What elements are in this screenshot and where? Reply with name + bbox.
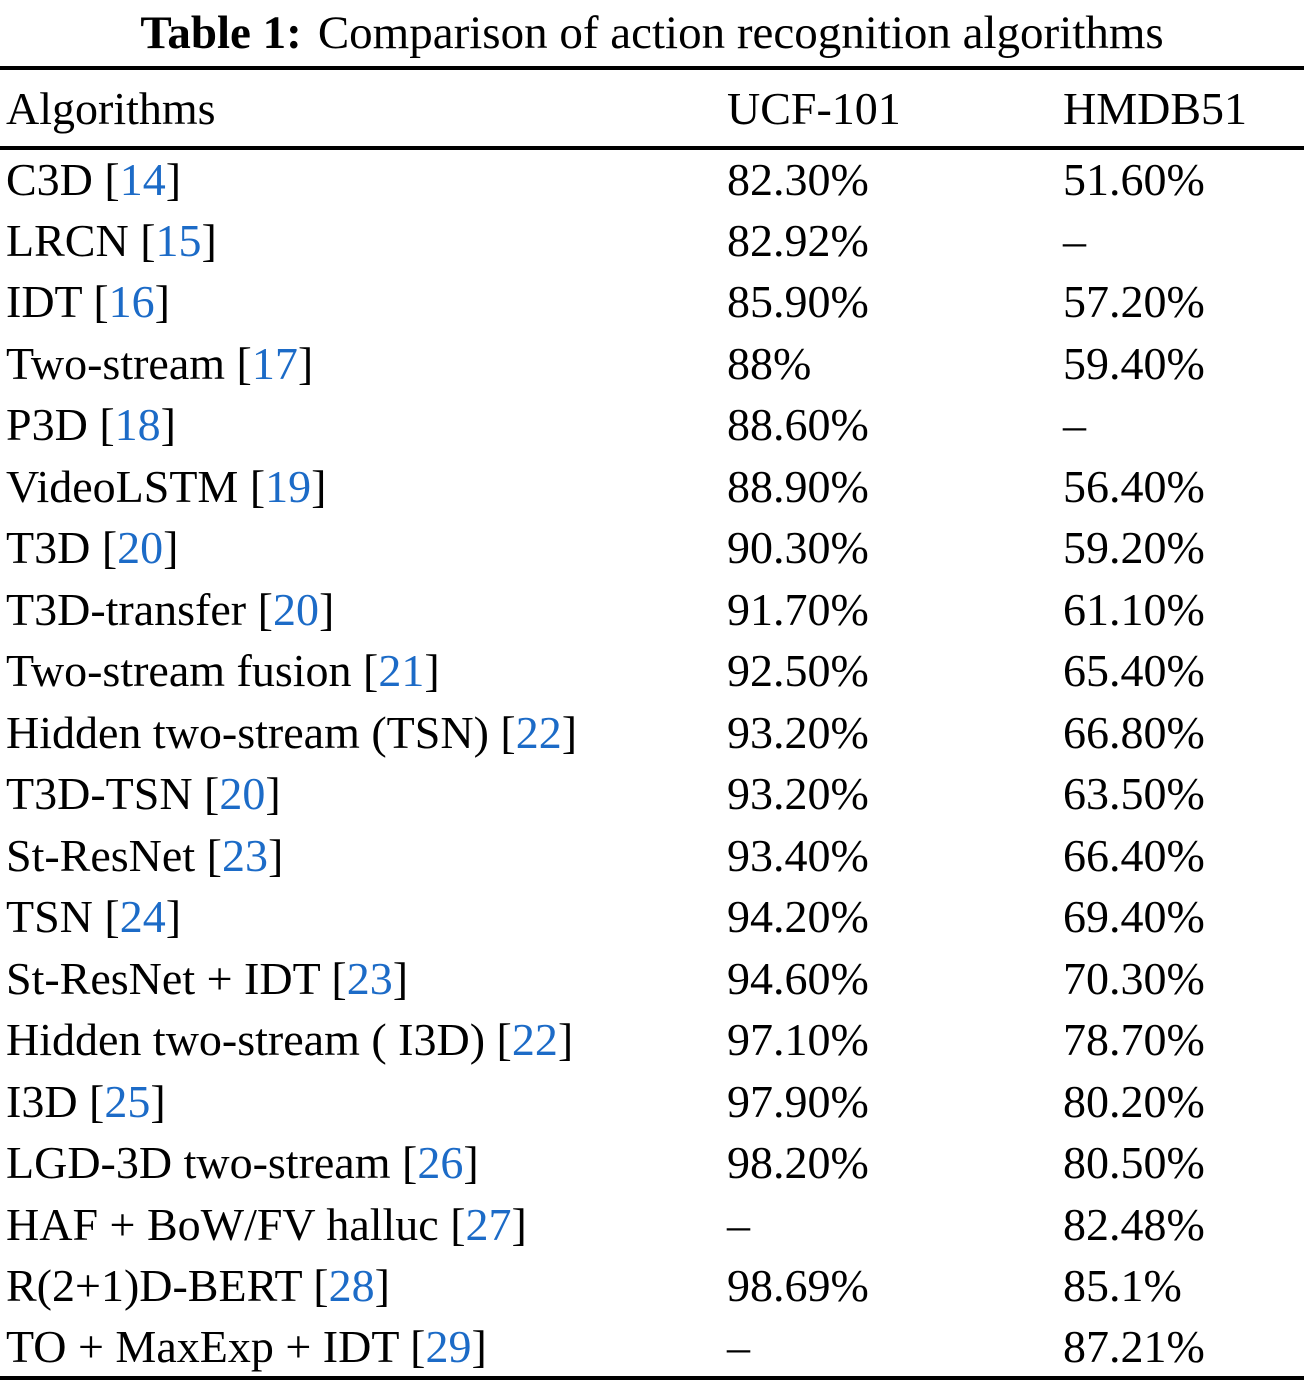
table-row <box>0 763 1304 825</box>
table-row <box>0 1317 1304 1379</box>
citation-bracket-close: ] <box>150 1075 166 1127</box>
algorithm-cell <box>0 763 727 825</box>
citation-link[interactable]: 23 <box>221 829 268 881</box>
citation-bracket-close: ] <box>557 1014 574 1066</box>
algorithm-cell <box>0 148 727 210</box>
algorithm-cell <box>0 825 727 887</box>
algorithm-cell <box>0 1317 727 1379</box>
citation-bracket-close: ] <box>267 829 284 881</box>
ucf101-cell: – <box>727 1198 750 1250</box>
citation-bracket-close: ] <box>424 645 440 697</box>
hmdb51-cell: 56.40% <box>1063 460 1205 512</box>
citation-bracket-open: [ <box>236 337 252 389</box>
table-row <box>0 886 1304 948</box>
table-row <box>0 456 1304 518</box>
table-row <box>0 271 1304 333</box>
ucf101-cell: 82.92% <box>727 214 869 266</box>
table-row <box>0 517 1304 579</box>
ucf101-cell: 93.20% <box>727 768 869 820</box>
ucf101-cell: 97.90% <box>727 1075 869 1127</box>
table-row <box>0 1255 1304 1317</box>
hmdb51-cell: 51.60% <box>1063 154 1205 206</box>
citation-bracket-open: [ <box>410 1320 426 1372</box>
citation-bracket-open: [ <box>363 645 379 697</box>
citation-bracket-open: [ <box>331 952 347 1004</box>
table-row <box>0 579 1304 641</box>
algorithm-cell <box>0 1009 727 1071</box>
algorithm-name: LRCN <box>6 214 129 266</box>
column-header-algorithms: Algorithms <box>6 82 216 134</box>
citation-bracket-close: ] <box>318 583 335 635</box>
ucf101-cell: 88.90% <box>727 460 869 512</box>
ucf101-cell: – <box>727 1320 750 1372</box>
citation-bracket-open: [ <box>99 399 115 451</box>
algorithm-cell <box>0 333 727 395</box>
table-row <box>0 1194 1304 1256</box>
table-row <box>0 948 1304 1010</box>
citation-bracket-close: ] <box>201 214 217 266</box>
algorithm-cell <box>0 1132 727 1194</box>
citation-link[interactable]: 25 <box>104 1075 151 1127</box>
hmdb51-cell: – <box>1063 214 1086 266</box>
algorithm-cell <box>0 210 727 272</box>
citation-bracket-close: ] <box>471 1320 487 1372</box>
algorithm-name: TSN <box>6 891 93 943</box>
hmdb51-cell: 59.40% <box>1063 337 1205 389</box>
citation-bracket-open: [ <box>206 829 222 881</box>
citation-bracket-close: ] <box>165 154 182 206</box>
citation-bracket-close: ] <box>165 891 182 943</box>
column-header-ucf101: UCF-101 <box>727 82 901 134</box>
hmdb51-cell: 87.21% <box>1063 1320 1205 1372</box>
hmdb51-cell: – <box>1063 399 1086 451</box>
algorithm-cell <box>0 886 727 948</box>
hmdb51-cell: 69.40% <box>1063 891 1205 943</box>
algorithm-name: P3D <box>6 399 88 451</box>
caption-label: Table 1: <box>140 7 302 59</box>
algorithm-name: Hidden two-stream ( I3D) <box>6 1014 486 1066</box>
ucf101-cell: 94.20% <box>727 891 869 943</box>
hmdb51-cell: 66.80% <box>1063 706 1205 758</box>
ucf101-cell: 93.40% <box>727 829 869 881</box>
citation-bracket-open: [ <box>450 1198 466 1250</box>
citation-link[interactable]: 14 <box>119 154 166 206</box>
citation-bracket-open: [ <box>89 1075 105 1127</box>
citation-bracket-open: [ <box>204 768 220 820</box>
ucf101-cell: 88% <box>727 337 812 389</box>
table-row <box>0 702 1304 764</box>
citation-bracket-close: ] <box>561 706 578 758</box>
ucf101-cell: 92.50% <box>727 645 869 697</box>
algorithm-name: T3D <box>6 522 91 574</box>
citation-bracket-open: [ <box>496 1014 512 1066</box>
ucf101-cell: 98.69% <box>727 1260 869 1312</box>
citation-bracket-open: [ <box>500 706 516 758</box>
citation-bracket-open: [ <box>93 276 109 328</box>
citation-link[interactable]: 16 <box>108 276 155 328</box>
citation-link[interactable]: 18 <box>114 399 161 451</box>
algorithm-name: HAF + BoW/FV halluc <box>6 1198 439 1250</box>
algorithm-name: St-ResNet <box>6 829 196 881</box>
algorithm-cell <box>0 394 727 456</box>
ucf101-cell: 88.60% <box>727 399 869 451</box>
algorithm-name: C3D <box>6 154 93 206</box>
results-table <box>0 66 1304 1380</box>
algorithm-name: Hidden two-stream (TSN) <box>6 706 489 758</box>
table-row <box>0 1132 1304 1194</box>
algorithm-cell <box>0 702 727 764</box>
citation-link[interactable]: 23 <box>346 952 393 1004</box>
citation-bracket-open: [ <box>402 1137 418 1189</box>
header-row <box>0 68 1304 148</box>
citation-bracket-close: ] <box>463 1137 479 1189</box>
citation-bracket-close: ] <box>154 276 170 328</box>
citation-link[interactable]: 28 <box>328 1260 375 1312</box>
algorithm-name: I3D <box>6 1075 78 1127</box>
hmdb51-cell: 78.70% <box>1063 1014 1205 1066</box>
table-caption <box>0 0 1304 66</box>
hmdb51-cell: 85.1% <box>1063 1260 1182 1312</box>
algorithm-cell <box>0 948 727 1010</box>
ucf101-cell: 93.20% <box>727 706 869 758</box>
citation-bracket-close: ] <box>163 522 179 574</box>
citation-link[interactable]: 15 <box>155 214 202 266</box>
citation-bracket-close: ] <box>265 768 281 820</box>
citation-bracket-open: [ <box>257 583 273 635</box>
hmdb51-cell: 80.50% <box>1063 1137 1205 1189</box>
table-row <box>0 394 1304 456</box>
table-row <box>0 1009 1304 1071</box>
citation-bracket-open: [ <box>140 214 156 266</box>
citation-bracket-close: ] <box>311 460 327 512</box>
table-row <box>0 825 1304 887</box>
citation-link[interactable]: 24 <box>119 891 166 943</box>
algorithm-cell <box>0 579 727 641</box>
ucf101-cell: 91.70% <box>727 583 869 635</box>
algorithm-name: TO + MaxExp + IDT <box>6 1320 399 1372</box>
table-row <box>0 210 1304 272</box>
citation-bracket-close: ] <box>392 952 409 1004</box>
table-row <box>0 333 1304 395</box>
ucf101-cell: 98.20% <box>727 1137 869 1189</box>
table-row <box>0 1071 1304 1133</box>
algorithm-cell <box>0 640 727 702</box>
hmdb51-cell: 65.40% <box>1063 645 1205 697</box>
citation-bracket-close: ] <box>160 399 176 451</box>
hmdb51-cell: 63.50% <box>1063 768 1205 820</box>
algorithm-cell <box>0 271 727 333</box>
citation-bracket-open: [ <box>101 522 118 574</box>
algorithm-cell <box>0 517 727 579</box>
algorithm-name: St-ResNet + IDT <box>6 952 320 1004</box>
citation-link[interactable]: 20 <box>272 583 319 635</box>
hmdb51-cell: 61.10% <box>1063 583 1205 635</box>
algorithm-name: R(2+1)D-BERT <box>6 1260 302 1312</box>
citation-bracket-open: [ <box>104 154 120 206</box>
citation-link[interactable]: 29 <box>425 1320 472 1372</box>
column-header-hmdb51: HMDB51 <box>1063 82 1248 134</box>
citation-link[interactable]: 27 <box>465 1198 512 1250</box>
ucf101-cell: 97.10% <box>727 1014 869 1066</box>
hmdb51-cell: 82.48% <box>1063 1198 1205 1250</box>
citation-link[interactable]: 22 <box>511 1014 558 1066</box>
citation-link[interactable]: 26 <box>417 1137 464 1189</box>
ucf101-cell: 82.30% <box>727 154 869 206</box>
citation-bracket-open: [ <box>104 891 120 943</box>
ucf101-cell: 90.30% <box>727 522 869 574</box>
table-row <box>0 148 1304 210</box>
caption-text: Comparison of action recognition algorithms <box>317 7 1164 59</box>
citation-bracket-close: ] <box>297 337 314 389</box>
table-row <box>0 640 1304 702</box>
hmdb51-cell: 66.40% <box>1063 829 1205 881</box>
citation-link[interactable]: 20 <box>219 768 266 820</box>
ucf101-cell: 85.90% <box>727 276 869 328</box>
citation-link[interactable]: 19 <box>265 460 312 512</box>
algorithm-name: LGD-3D two-stream <box>6 1137 391 1189</box>
algorithm-cell <box>0 1071 727 1133</box>
citation-bracket-open: [ <box>249 460 266 512</box>
hmdb51-cell: 70.30% <box>1063 952 1205 1004</box>
hmdb51-cell: 59.20% <box>1063 522 1205 574</box>
algorithm-name: Two-stream <box>6 337 226 389</box>
algorithm-name: T3D-transfer <box>6 583 247 635</box>
ucf101-cell: 94.60% <box>727 952 869 1004</box>
algorithm-cell <box>0 456 727 518</box>
algorithm-name: T3D-TSN <box>6 768 193 820</box>
algorithm-cell <box>0 1255 727 1317</box>
citation-bracket-close: ] <box>374 1260 390 1312</box>
algorithm-name: VideoLSTM <box>6 460 239 512</box>
citation-link[interactable]: 22 <box>515 706 562 758</box>
algorithm-cell <box>0 1194 727 1256</box>
citation-link[interactable]: 20 <box>117 522 164 574</box>
citation-link[interactable]: 21 <box>378 645 425 697</box>
citation-bracket-open: [ <box>313 1260 329 1312</box>
algorithm-name: IDT <box>6 276 82 328</box>
citation-link[interactable]: 17 <box>251 337 298 389</box>
hmdb51-cell: 80.20% <box>1063 1075 1205 1127</box>
citation-bracket-close: ] <box>511 1198 527 1250</box>
algorithm-name: Two-stream fusion <box>6 645 352 697</box>
hmdb51-cell: 57.20% <box>1063 276 1205 328</box>
table-body <box>0 148 1304 1378</box>
